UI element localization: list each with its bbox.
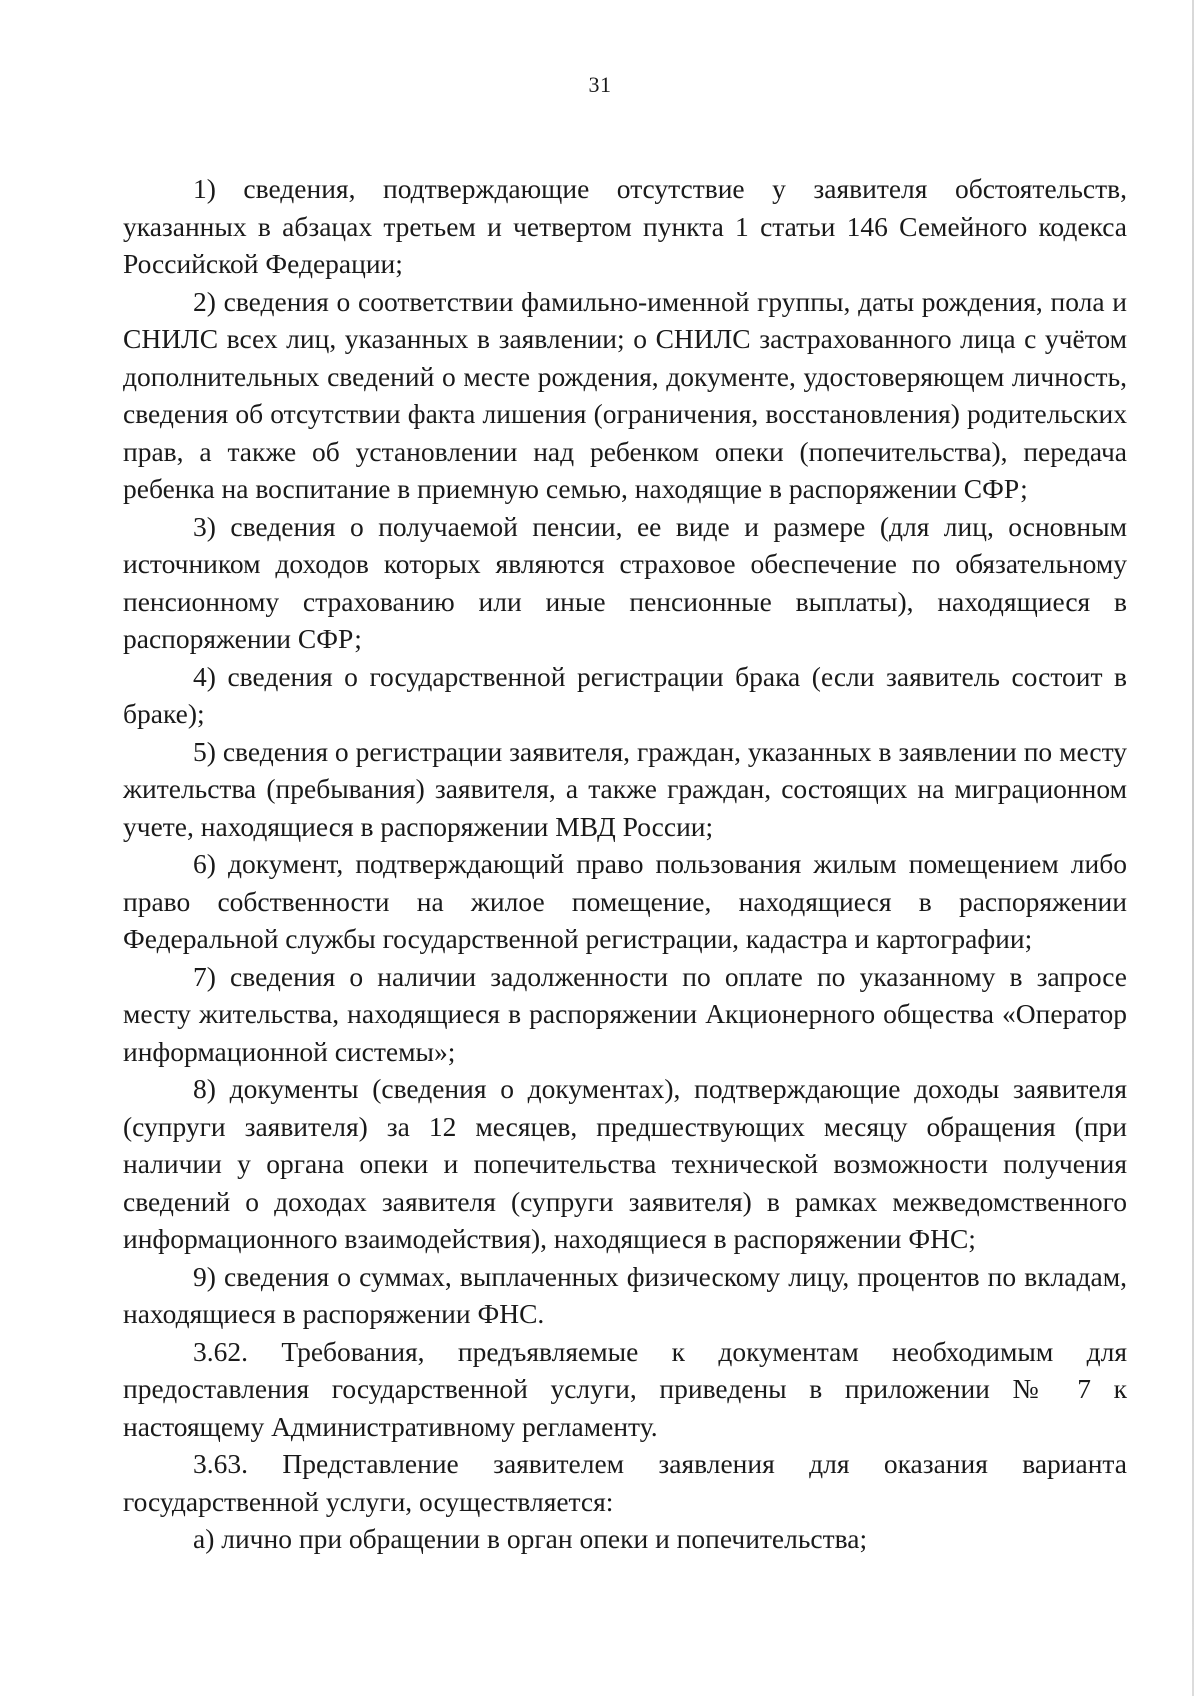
page-number: 31 [588,72,612,97]
list-item-2: 2) сведения о соответствии фамильно-именной группы, даты рождения, пола и СНИЛС всех лиц, указанных в заявлении; о СНИЛС застрахованного лица с учётом дополнительных сведений о месте рождения, документе, удостоверяющем личность, сведения об отсутствии факта лишения (ограничения, восстановления) родительских прав, а также об установлении над ребенком опеки (попечительства), передача ребенка на воспитание в приемную семью, находящие в распоряжении СФР; [123,285,1127,504]
list-item-8: 8) документы (сведения о документах), подтверждающие доходы заявителя (супруги заявителя) за 12 месяцев, предшествующих месяцу обращения (при наличии у органа опеки и попечительства технической возможности получения сведений о доходах заявителя (супруги заявителя) в рамках межведомственного информационного взаимодействия), находящиеся в распоряжении ФНС; [123,1073,1127,1254]
document-body [123,170,1127,1558]
list-item-9: 9) сведения о суммах, выплаченных физическому лицу, процентов по вкладам, находящиеся в распоряжении ФНС. [123,1260,1127,1329]
scan-edge [1192,0,1194,1696]
list-item-6: 6) документ, подтверждающий право пользования жилым помещением либо право собственности на жилое помещение, находящиеся в распоряжении Федеральной службы государственной регистрации, кадастра и картографии; [123,848,1127,954]
clause-3-62: 3.62. Требования, предъявляемые к документам необходимым для предоставления государственной услуги, приведены в приложении № 7 к настоящему Административному регламенту. [123,1335,1127,1442]
list-item-1: 1) сведения, подтверждающие отсутствие у заявителя обстоятельств, указанных в абзацах третьем и четвертом пункта 1 статьи 146 Семейного кодекса Российской Федерации; [123,173,1127,279]
list-item-5: 5) сведения о регистрации заявителя, граждан, указанных в заявлении по месту жительства (пребывания) заявителя, а также граждан, состоящих на миграционном учете, находящиеся в распоряжении МВД России; [123,735,1127,842]
list-item-4: 4) сведения о государственной регистрации брака (если заявитель состоит в браке); [123,660,1127,729]
list-item-3: 3) сведения о получаемой пенсии, ее виде и размере (для лиц, основным источником доходов которых являются страховое обеспечение по обязательному пенсионному страхованию или иные пенсионные выплаты), находящиеся в распоряжении СФР; [123,510,1127,654]
sub-item-a: а) лично при обращении в орган опеки и попечительства; [193,1523,868,1554]
clause-3-63: 3.63. Представление заявителем заявления для оказания варианта государственной услуги, осуществляется: [123,1448,1127,1517]
list-item-7: 7) сведения о наличии задолженности по оплате по указанному в запросе месту жительства, находящиеся в распоряжении Акционерного общества «Оператор информационной системы»; [123,960,1127,1067]
